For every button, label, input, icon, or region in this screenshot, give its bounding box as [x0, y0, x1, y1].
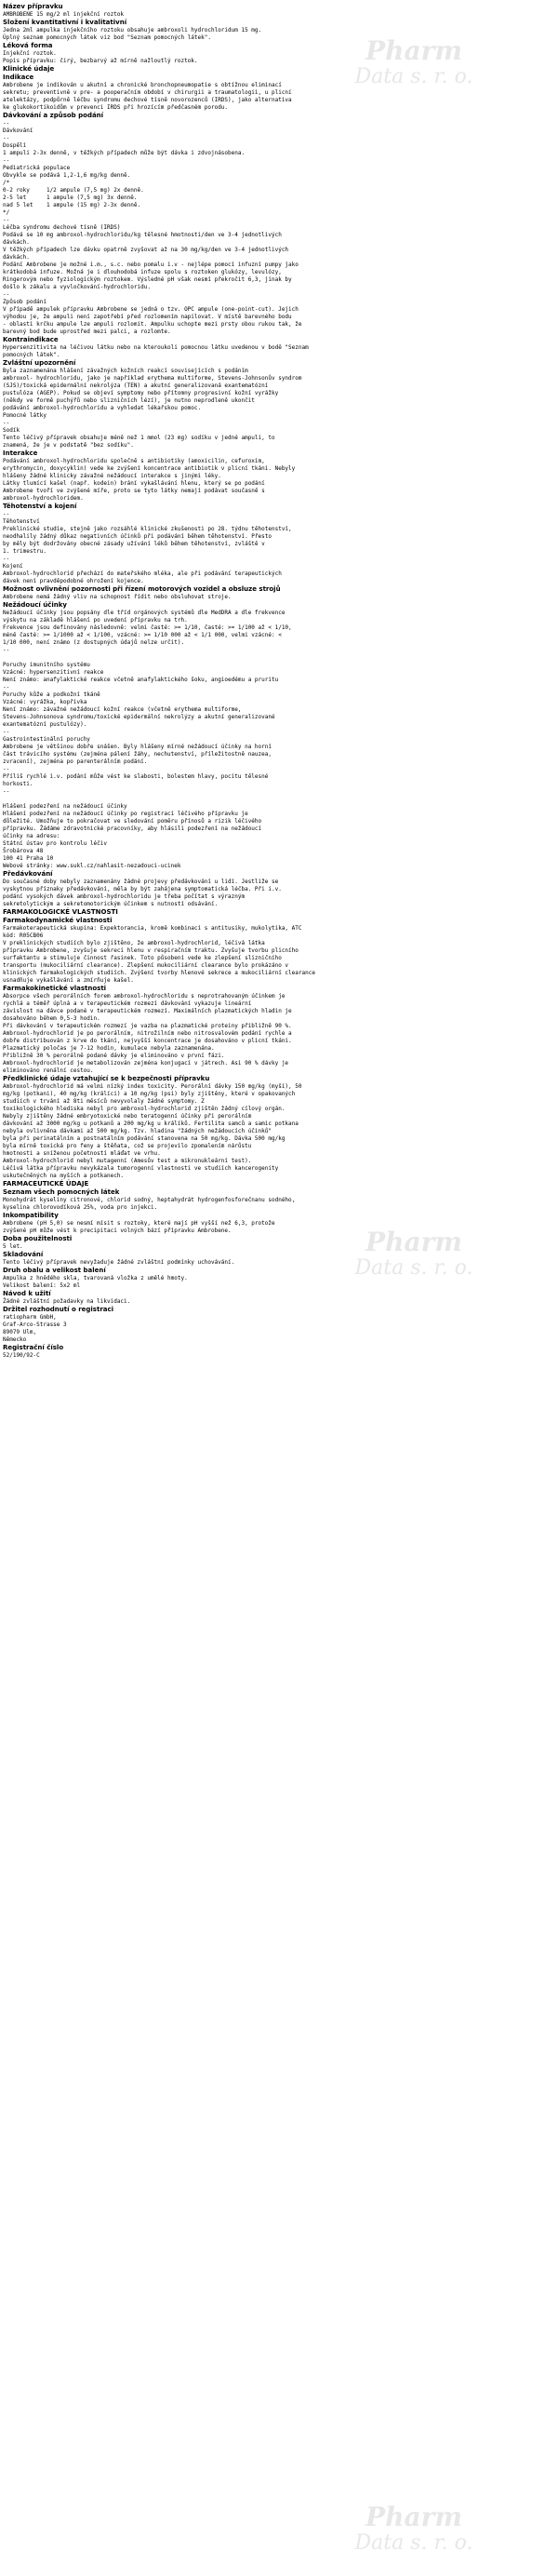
section-heading: Skladování: [3, 1251, 44, 1258]
section-heading: Nežádoucí účinky: [3, 601, 67, 609]
section-text: Tento léčivý přípravek nevyžaduje žádné zvláštní podmínky uchovávání.: [3, 1259, 235, 1266]
section-text: Ampulka z hnědého skla, tvarovaná vložka z umělé hmoty. Velikost balení: 5x2 ml: [3, 1275, 188, 1289]
section-text: Podávání ambroxol-hydrochloridu společně s antibiotiky (amoxicilin, cefuroxim, erythromycin, doxycyklin) vede ke zvýšení koncentrace antibiotik v plicní tkáni. Nebyly hlášeny žádné klinicky závažné nežádoucí interakce s jinými léky. Látky tlumící kašel (např. kodein) brání vykašlávání hlenu, který se po podání Ambrobene tvoří ve zvýšené míře, proto se tyto látky nemají podávat současně s ambroxol-hydrochloridem.: [3, 458, 296, 502]
section-text: AMBROBENE 15 mg/2 ml injekční roztok: [3, 11, 125, 18]
section-text: ratiopharm GmbH, Graf-Arco-Strasse 3 89079 Ulm, Německo: [3, 1314, 67, 1343]
section-heading: Složení kvantitativní i kvalitativní: [3, 19, 127, 26]
section-text: Farmakoterapeutická skupina: Expektorancia, kromě kombinací s antitusiky, mukolytika, ATC kód: R05CB06 V preklinických studiích bylo zjištěno, že ambroxol-hydrochlorid, léčivá látka přípravku Ambrobene, zvyšuje sekreci hlenu v respiračním traktu. Zvyšuje tvorbu plicního surfaktantu a stimuluje činnost řasinek. Toto působení vede ke zlepšení slizničního transportu (mukociliární clearance). Zlepšení mukociliární clearance bylo prokázáno v klinických farmakologických studiích. Zvýšení tvorby hlenové sekrece a mukociliární clearance usnadňuje vykašlávání a zmírňuje kašel.: [3, 925, 315, 984]
watermark-company: Data s. r. o.: [354, 65, 473, 88]
section-text: Ambrobene nemá žádný vliv na schopnost řídit nebo obsluhovat stroje.: [3, 594, 232, 600]
watermark-logo: Pharm: [365, 1227, 462, 1257]
section-text: Žádné zvláštní požadavky na likvidaci.: [3, 1298, 131, 1305]
section-text: Byla zaznamenána hlášení závažných kožních reakcí souvisejících s podáním ambroxol- hydrochloridu, jako je například erythema multiforme, Stevens-Johnsonův syndrom (SJS)/toxická epidermální nekrolýza (TEN) a akutní generalizovaná exantematózní pustulóza (AGEP). Pokud se objeví symptomy nebo přítomny progresivní kožní vyrážky (někdy ve formě puchýřů nebo slizničních lézí), je nutno neprodleně ukončit podávání ambroxol-hydrochloridu a vyhledat lékařskou pomoc. Pomocné látky -- Sodík Tento léčivý přípravek obsahuje méně než 1 mmol (23 mg) sodíku v jedné ampuli, to znamená, že je v podstatě "bez sodíku".: [3, 368, 302, 449]
watermark-logo: Pharm: [365, 2502, 462, 2532]
section-text: 52/190/92-C: [3, 1352, 40, 1359]
section-heading: Seznam všech pomocných látek: [3, 1188, 120, 1196]
section-heading: Doba použitelnosti: [3, 1235, 73, 1242]
section-heading: Inkompatibility: [3, 1212, 59, 1219]
watermark-company: Data s. r. o.: [354, 2531, 473, 2555]
section-text: Absorpce všech perorálních forem ambroxol-hydrochloridu s neprotrahovaným účinkem je rychlá a téměř úplná a v terapeutickém rozmezí dávkování vykazuje lineární závislost na dávce podané v terapeutickém rozmezí. Maximálních plazmatických hladin je dosahováno během 0,5-3 hodin. Při dávkování v terapeutickém rozmezí je vazba na plazmatické proteiny přibližně 90 %. Ambroxol-hydrochlorid je po perorálním, nitrožilním nebo nitrosvalovém podání rychle a dobře distribuován z krve do tkání, nejvyšší koncentrace je dosahováno v plicní tkáni. Plazmatický poločas je 7-12 hodin, kumulace nebyla zaznamenána. Přibližně 30 % perorálně podané dávky je eliminováno v první fázi. Ambroxol-hydrochlorid je metabolizován zejména konjugací v játrech. Asi 90 % dávky je eliminováno renální cestou.: [3, 993, 292, 1074]
section-text: Ambrobene (pH 5,0) se nesmí mísit s roztoky, které mají pH vyšší než 6,3, protože zvýšené pH může vést k precipitaci volných bází přípravku Ambrobene.: [3, 1220, 275, 1234]
section-heading: Návod k užití: [3, 1290, 51, 1297]
section-heading: Držitel rozhodnutí o registraci: [3, 1306, 114, 1313]
section-heading: Druh obalu a velikost balení: [3, 1267, 106, 1274]
section-heading: Těhotenství a kojení: [3, 503, 77, 510]
section-text: Injekční roztok. Popis přípravku: čirý, bezbarvý až mírně nažloutlý roztok.: [3, 50, 198, 64]
section-text: Do současné doby nebyly zaznamenány žádné projevy předávkování u lidí. Jestliže se vyskytnou příznaky předávkování, měla by být zahájena symptomatická léčba. Při i.v. podání vysokých dávek ambroxol-hydrochloridu je třeba počítat s výrazným sekretolytickým a sekretomotorickým účinkem s nutností odsávání.: [3, 879, 282, 907]
watermark-logo: Pharm: [365, 35, 462, 66]
section-text: Ambroxol-hydrochlorid má velmi nízký index toxicity. Perorální dávky 150 mg/kg (myši), 50 mg/kg (potkani), 40 mg/kg (králíci) a 10 mg/kg (psi) byly zjištěny, které v opakovaných studiích v trvání až 8ti měsíců nevyvolaly žádné symptomy. Z toxikologického hlediska nebyl pro ambroxol-hydrochlorid zjištěn žádný cílový orgán. Nebyly zjištěny žádné embryotoxické nebo teratogenní účinky při perorálním dávkování až 3000 mg/kg u potkanů a 200 mg/kg u králíků. Fertilita samců a samic potkana nebyla ovlivněna dávkami až 500 mg/kg. Tzv. hladina "žádných nežádoucích účinků" byla při perinatálním a postnatálním podávání stanovena na 50 mg/kg. Dávka 500 mg/kg byla mírně toxická pro feny a štěňata, což se projevilo zpomalením nárůstu hmotnosti a sníženou početností mláďat ve vrhu. Ambroxol-hydrochlorid nebyl mutagenní (Amesův test a mikronukleární test). Léčivá látka přípravku nevykázala tumorogenní vlastnosti ve studiích kancerogenity uskutečněných na myších a potkanech.: [3, 1083, 302, 1179]
section-text: Jedna 2ml ampulka injekčního roztoku obsahuje ambroxoli hydrochloridum 15 mg. Úplný seznam pomocných látek viz bod "Seznam pomocných látek".: [3, 27, 262, 41]
watermark: [321, 2503, 507, 2556]
section-heading: Léková forma: [3, 42, 53, 49]
section-text: -- Dávkování -- Dospělí 1 ampuli 2-3x denně, v těžkých případech může být dávka i zdvojnásobena. -- Pediatrická populace Obvykle se podává 1,2-1,6 mg/kg denně. /* 0-2 roky 1/2 ampule (7,5 mg) 2x denně. 2-5 let 1 ampule (7,5 mg) 3x denně. nad 5 let 1 ampule (15 mg) 2-3x denně. */ -- Léčba syndromu dechové tísně (IRDS) Podává se 10 mg ambroxol-hydrochloridu/kg tělesné hmotnosti/den ve 3-4 jednotlivých dávkách. V těžkých případech lze dávku opatrně zvyšovat až na 30 mg/kg/den ve 3-4 jednotlivých dávkách. Podání Ambrobene je možné i.m., s.c. nebo pomalu i.v - nejlépe pomocí infuzní pumpy jako krátkodobá infuze. Možná je i dlouhodobá infuze spolu s roztoken glukózy, levulózy, Ringerovým nebo fyziologickým roztokem. Výsledné pH však nesmí překročit 6,3, jinak by došlo k zákalu a vyvločkování-hydrochloridu. -- Způsob podání V případě ampulek přípravku Ambrobene se jedná o tzv. OPC ampule (one-point-cut). Jejich výhodou je, že ampuli není zapotřebí před rozlomením napilovat. V místě barevného bodu - oblasti krčku ampule lze ampuli rozlomit. Ampulku uchopte mezi prsty obou rukou tak, že barevný bod bude uprostřed mezi palci, a rozlomte.: [3, 120, 302, 335]
section-heading: Dávkování a způsob podání: [3, 112, 104, 119]
section-heading: Předávkování: [3, 870, 53, 878]
section-text: Nežádoucí účinky jsou popsány dle tříd orgánových systémů dle MedDRA a dle frekvence výskytu na základě hlášení po uvedení přípravku na trh. Frekvence jsou definovány následovně: velmi časté: >= 1/10, časté: >= 1/100 až < 1/10, méně časté: >= 1/1000 až < 1/100, vzácné: >= 1/10 000 až < 1/1 000, velmi vzácné: < 1/10 000, není známo (z dostupných údajů nelze určit). -- Poruchy imunitního systému Vzácné: hypersenzitivní reakce Není známo: anafylaktické reakce včetně anafylaktického šoku, angioedému a pruritu -- Poruchy kůže a podkožní tkáně Vzácné: vyrážka, kopřivka Není známo: závažné nežádoucí kožní reakce (včetně erythema multiforme, Stevens-Johnsonova syndromu/toxické epidermální nekrolýzy a akutní generalizované exantematózní pustulózy). -- Gastrointestinální poruchy Ambrobene je většinou dobře snášen. Byly hlášeny mírné nežádoucí účinky na horní část trávicího systému (zejména pálení žáhy, nechutenství, příležitostně nauzea, zvracení), zejména po parenterálním podání. -- Příliš rychlé i.v. podání může vést ke slabosti, bolestem hlavy, pocitu tělesné horkosti. -- Hlášení podezření na nežádoucí účinky Hlášení podezření na nežádoucí účinky po registraci léčivého přípravku je důležité. Umožňuje to pokračovat ve sledování poměru přínosů a rizik léčivého přípravku. Žádáme zdravotnické pracovníky, aby hlásili podezření na nežádoucí účinky na adresu: Státní ústav pro kontrolu léčiv Šrobárova 48 100 41 Praha 10 Webové stránky: www.sukl.cz/nahlasit-nezadouci-ucinek: [3, 610, 292, 869]
section-heading: Název přípravku: [3, 3, 63, 10]
section-text: Hypersenzitivita na léčivou látku nebo na kteroukoli pomocnou látku uvedenou v bodě "Seznam pomocných látek".: [3, 344, 309, 358]
section-heading: Farmakokinetické vlastnosti: [3, 985, 107, 992]
section-heading: FARMACEUTICKÉ ÚDAJE: [3, 1180, 89, 1187]
document-content: [3, 3, 553, 1360]
section-heading: Zvláštní upozornění: [3, 359, 76, 367]
section-heading: Možnost ovlivnění pozornosti při řízení motorových vozidel a obsluze strojů: [3, 585, 281, 593]
section-heading: Interakce: [3, 449, 38, 457]
watermark-company: Data s. r. o.: [354, 1256, 473, 1280]
section-heading: Indikace: [3, 74, 34, 81]
section-text: -- Těhotenství Preklinické studie, stejně jako rozsáhlé klinické zkušenosti po 28. týdnu těhotenství, neodhalily žádný důkaz negativních účinků při podávání během těhotenství. Přesto by měly být dodržovány obecné zásady užívání léků během těhotenství, zvláště v 1. trimestru. -- Kojení Ambroxol-hydrochlorid přechází do mateřského mléka, ale při podávání terapeutických dávek není pravděpodobné ohrožení kojence.: [3, 511, 292, 584]
section-heading: Registrační číslo: [3, 1344, 64, 1351]
section-heading: Klinické údaje: [3, 65, 55, 73]
section-text: Ambrobene je indikován u akutní a chronické bronchopneumopatie s obtížnou eliminací sekretu; preventivně v pre- a pooperačním období v chirurgii a traumatologii, u plicní atelektázy, podpůrně léčbu syndromu dechové tísně novorozenců (IRDS), jako alternativa ke glukokortikoidům v prevenci IRDS při hrozícím předčasném porodu.: [3, 82, 292, 111]
section-heading: Farmakodynamické vlastnosti: [3, 917, 113, 924]
section-text: 5 let.: [3, 1243, 23, 1250]
section-heading: Předklinické údaje vztahující se k bezpečnosti přípravku: [3, 1075, 210, 1082]
section-text: Monohydrát kyseliny citronové, chlorid sodný, heptahydrát hydrogenfosforečnanu sodného, kyselina chlorovodíková 25%, voda pro injekci.: [3, 1197, 296, 1211]
section-heading: Kontraindikace: [3, 336, 59, 343]
section-heading: FARMAKOLOGICKÉ VLASTNOSTI: [3, 908, 118, 916]
